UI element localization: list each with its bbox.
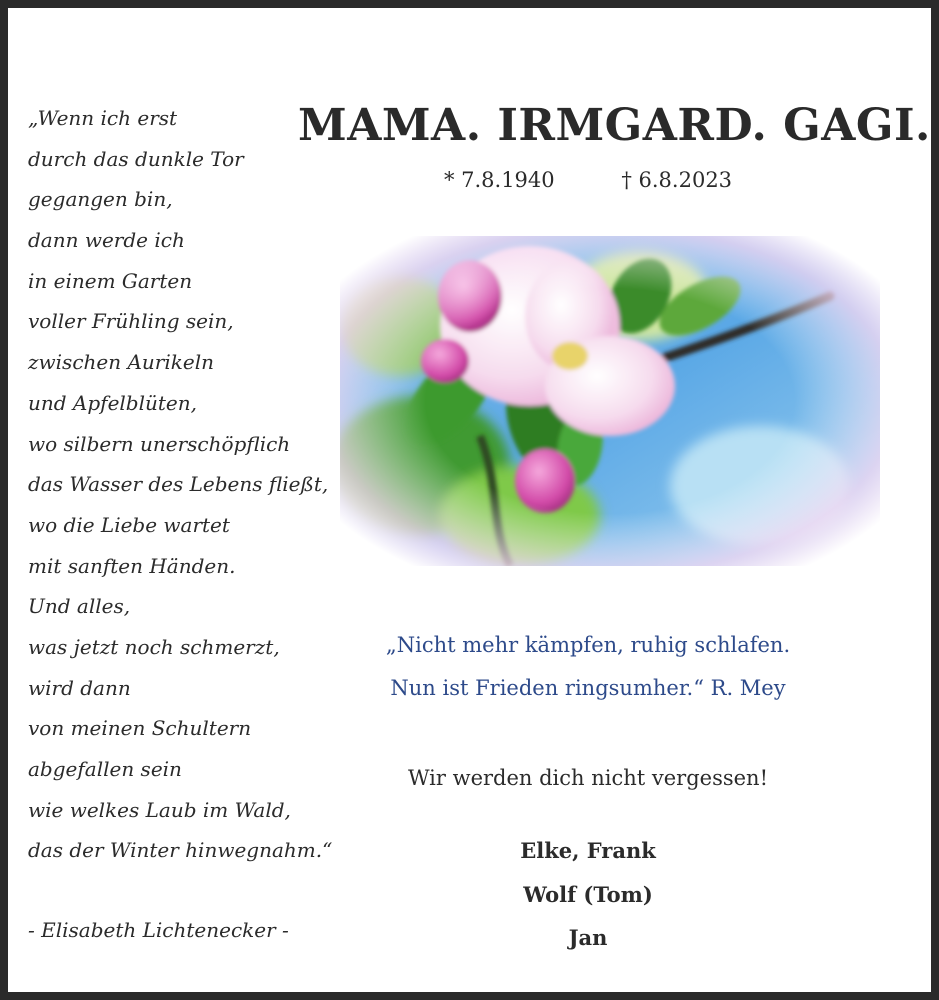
signer-name: Elke, Frank xyxy=(520,838,656,863)
quote-line: „Nicht mehr kämpfen, ruhig schlafen. xyxy=(385,633,791,657)
signer-name: Wolf (Tom) xyxy=(523,881,653,907)
apple-blossom-photo xyxy=(340,236,880,566)
poem-line: gegangen bin, xyxy=(28,187,173,212)
remembrance-text: Wir werden dich nicht vergessen! xyxy=(407,766,769,790)
poem xyxy=(28,106,333,879)
poem-line: „Wenn ich erst xyxy=(28,106,178,130)
poem-line: wo die Liebe wartet xyxy=(28,512,230,537)
poem-line: dann werde ich xyxy=(28,228,185,253)
poem-line: durch das dunkle Tor xyxy=(28,146,244,171)
birth-date: * 7.8.1940 xyxy=(443,168,555,192)
page-title: MAMA. IRMGARD. GAGI. xyxy=(298,100,931,151)
quote-line: Nun ist Frieden ringsumher.“ R. Mey xyxy=(390,676,786,700)
life-dates xyxy=(298,168,878,192)
poem-line: das der Winter hinwegnahm.“ xyxy=(28,838,333,863)
poem-line: was jetzt noch schmerzt, xyxy=(28,634,280,659)
poem-line: mit sanften Händen. xyxy=(28,553,236,578)
poem-line: Und alles, xyxy=(28,594,131,619)
poem-line: abgefallen sein xyxy=(28,757,182,781)
signer-name: Jan xyxy=(568,925,608,950)
death-date: † 6.8.2023 xyxy=(621,168,733,192)
poem-line: zwischen Aurikeln xyxy=(28,350,214,375)
poem-line: und Apfelblüten, xyxy=(28,390,197,415)
obituary-page xyxy=(8,8,931,992)
poem-line: wird dann xyxy=(28,675,131,700)
poem-line: voller Frühling sein, xyxy=(28,309,234,334)
poem-line: wie welkes Laub im Wald, xyxy=(28,797,291,822)
poem-author: - Elisabeth Lichtenecker - xyxy=(28,918,289,942)
quote xyxy=(298,630,878,716)
signers xyxy=(298,836,878,967)
poem-line: wo silbern unerschöpflich xyxy=(28,431,291,456)
poem-line: von meinen Schultern xyxy=(28,716,252,741)
poem-line: in einem Garten xyxy=(28,268,193,293)
poem-line: das Wasser des Lebens fließt, xyxy=(28,472,329,497)
